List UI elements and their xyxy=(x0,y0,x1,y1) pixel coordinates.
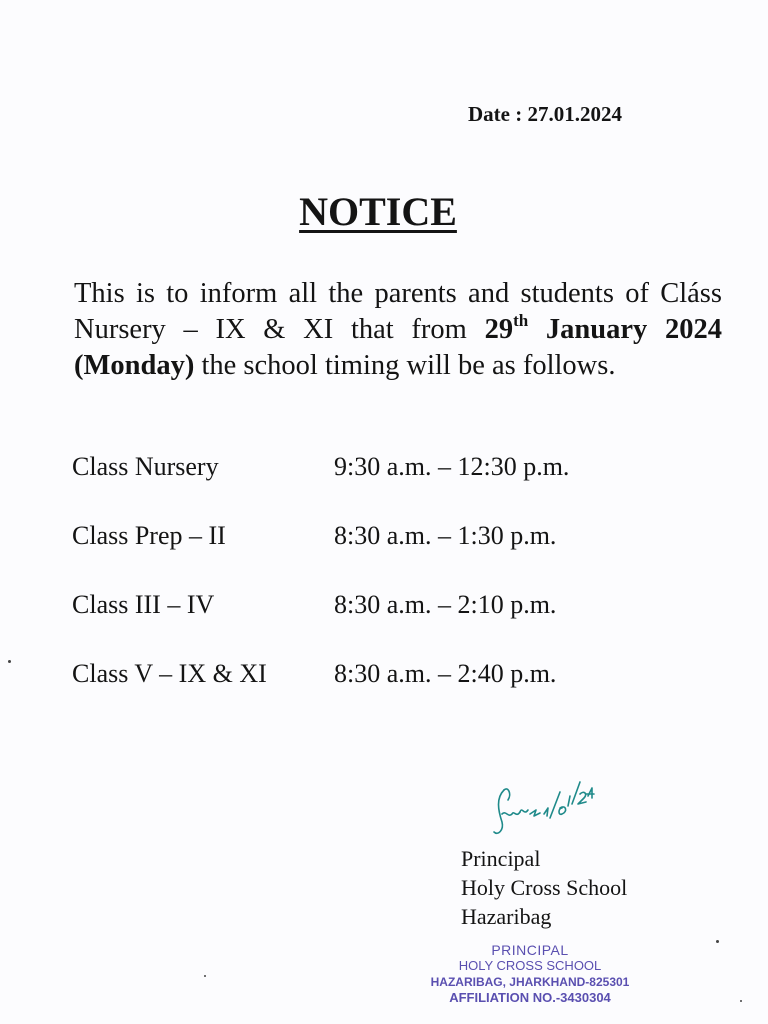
body-date-rest: January 2024 (Monday) xyxy=(74,314,722,381)
notice-title: NOTICE xyxy=(299,189,457,234)
stamp-line: HAZARIBAG, JHARKHAND-825301 xyxy=(430,975,630,989)
schedule-row xyxy=(72,590,692,622)
schedule-time: 9:30 a.m. – 12:30 p.m. xyxy=(334,452,570,481)
body-date-suffix: th xyxy=(513,311,529,330)
stamp-line: HOLY CROSS SCHOOL xyxy=(458,958,602,973)
scan-speck xyxy=(204,975,206,977)
stamp-line: PRINCIPAL xyxy=(491,942,569,958)
notice-date: Date : 27.01.2024 xyxy=(468,102,622,126)
scan-speck xyxy=(8,660,11,663)
body-outro: the school timing will be as follows. xyxy=(194,350,616,381)
body-intro: This is to inform all the parents and students of Cláss Nursery – IX & XI that from xyxy=(74,278,722,345)
signatory-place: Hazaribag xyxy=(461,904,552,929)
signatory-school: Holy Cross School xyxy=(461,875,628,900)
schedule-time: 8:30 a.m. – 1:30 p.m. xyxy=(334,521,557,550)
schedule-class: Class III – IV xyxy=(72,590,215,619)
schedule-time: 8:30 a.m. – 2:40 p.m. xyxy=(334,659,557,688)
signatory-block xyxy=(461,844,627,931)
scan-speck xyxy=(740,1000,742,1002)
handwritten-signature xyxy=(490,770,600,850)
principal-stamp xyxy=(420,942,640,1006)
notice-body xyxy=(74,276,722,384)
schedule-time: 8:30 a.m. – 2:10 p.m. xyxy=(334,590,557,619)
schedule-row xyxy=(72,659,692,691)
schedule-class: Class V – IX & XI xyxy=(72,659,267,688)
body-date-day: 29 xyxy=(484,314,514,345)
schedule-class: Class Nursery xyxy=(72,452,219,481)
schedule-class: Class Prep – II xyxy=(72,521,226,550)
schedule-row xyxy=(72,521,692,553)
scan-speck xyxy=(716,940,719,943)
stamp-line: AFFILIATION NO.-3430304 xyxy=(449,990,611,1005)
signatory-role: Principal xyxy=(461,846,541,871)
schedule-row xyxy=(72,452,692,484)
